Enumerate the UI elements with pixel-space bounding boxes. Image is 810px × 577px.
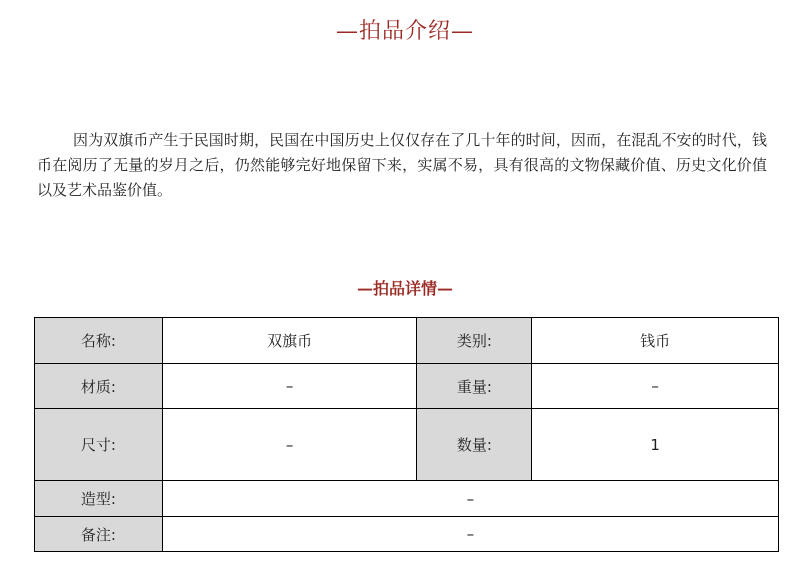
quantity-label: 数量: <box>417 409 532 481</box>
details-table <box>34 317 779 552</box>
name-value: 双旗币 <box>162 318 417 364</box>
table-row <box>35 517 779 552</box>
details-heading: —拍品详情— <box>356 279 453 298</box>
weight-label: 重量: <box>417 364 532 409</box>
intro-heading: —拍品介绍— <box>335 19 474 44</box>
table-row <box>35 409 779 481</box>
remarks-label: 备注: <box>35 517 163 552</box>
shape-label: 造型: <box>35 481 163 517</box>
weight-value: – <box>532 364 779 409</box>
table-row <box>35 318 779 364</box>
intro-paragraph: 因为双旗币产生于民国时期，民国在中国历史上仅仅存在了几十年的时间，因而，在混乱不安的时代，钱币在阅历了无量的岁月之后，仍然能够完好地保留下来，实属不易，具有很高的文物保藏价值、历史文化价值以及艺术品鉴价值。 <box>37 131 767 199</box>
material-value: – <box>162 364 417 409</box>
material-label: 材质: <box>35 364 163 409</box>
size-label: 尺寸: <box>35 409 163 481</box>
quantity-value: 1 <box>532 409 779 481</box>
category-label: 类别: <box>417 318 532 364</box>
category-value: 钱币 <box>532 318 779 364</box>
table-row <box>35 364 779 409</box>
remarks-value: – <box>162 517 778 552</box>
name-label: 名称: <box>35 318 163 364</box>
table-row <box>35 481 779 517</box>
shape-value: – <box>162 481 778 517</box>
size-value: – <box>162 409 417 481</box>
